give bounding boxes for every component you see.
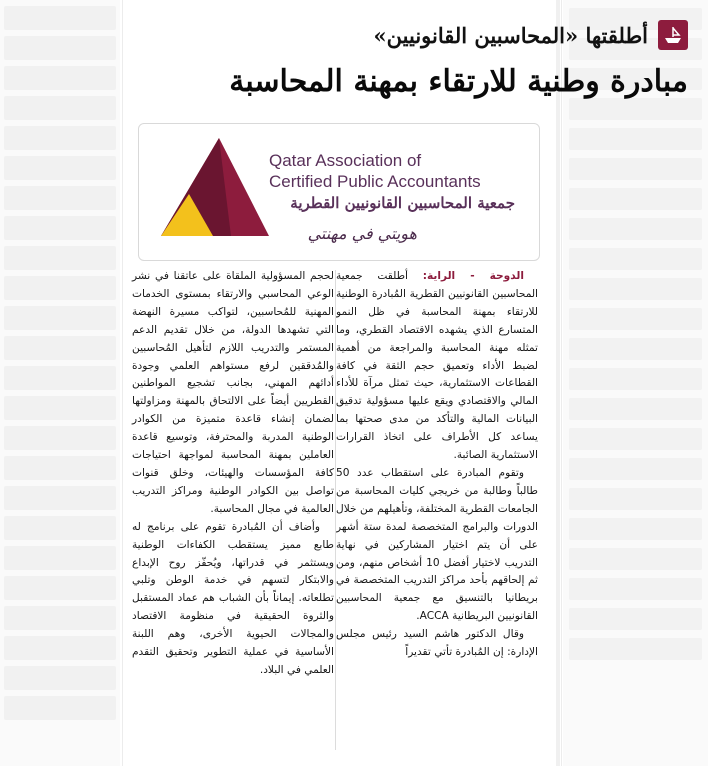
article-column-left (132, 268, 334, 680)
clipping-edge (556, 0, 560, 766)
article-paragraph: وتقوم المبادرة على استقطاب عدد 50 طالباً وطالبة من خريجي كليات المحاسبة من الجامعات القطرية المختلفة، وتأهيلهم من خلال الدورات والبرامج المتخصصة لمدة ستة أشهر على أن يتم اختيار المشاركين في نهاية التدريب لاختيار أفضل 10 أشخاص منهم، ومن ثم إلحاقهم بأحد مراكز التدريب المتخصصة في بريطانيا بالتنسيق مع جمعية المحاسبين القانونيين البريطانية ACCA. (336, 466, 538, 623)
org-en-line1: Qatar Association of (269, 151, 422, 170)
article-paragraph (336, 268, 538, 465)
column-divider (335, 270, 336, 750)
kicker: أطلقتها «المحاسبين القانونيين» (373, 22, 648, 48)
article-paragraph: لحجم المسؤولية الملقاة على عاتقنا في نشر الوعي المحاسبي والارتقاء بمستوى الخدمات المهنية للمُحاسبين، لتواكب مسيرة النهضة التي تشهدها الدولة، من خلال تقديم الدعم المستمر والتدريب اللازم لتأهيل المُحاسبين والمُدققين لرفع مستواهم العلمي وجودة أدائهم المهني، بجانب تشجيع المواطنين القطريين أيضاً على الالتحاق بالمهنة ومزاولتها لضمان إنشاء قاعدة متميزة من الكوادر الوطنية المدربة والمحترفة، وتوسيع قاعدة العاملين بمهنة المحاسبة لمواجهة احتياجات كافة المؤسسات والهيئات، وخلق قنوات تواصل بين الكوادر الوطنية ومراكز التدريب العالمية في مجال المحاسبة. (132, 270, 334, 515)
kicker-row (374, 18, 688, 52)
association-slogan: هويتي في مهنتي (307, 224, 417, 243)
association-triangle-icon (153, 136, 271, 240)
newspaper-logo-icon (658, 20, 688, 50)
org-en-line2: Certified Public Accountants (269, 172, 481, 191)
adjacent-page-right (563, 0, 708, 766)
association-logo-box (138, 123, 540, 261)
article-paragraph: وقال الدكتور هاشم السيد رئيس مجلس الإدارة: إن المُبادرة تأتي تقديراً (336, 628, 538, 659)
headline: مبادرة وطنية للارتقاء بمهنة المحاسبة (229, 64, 688, 99)
article-column-right (336, 268, 538, 662)
association-name-arabic: جمعية المحاسبين القانونيين القطرية (290, 194, 515, 212)
dateline: الدوحة - الراية: (422, 270, 524, 282)
association-name-english (269, 150, 519, 192)
paragraph-text: أطلقت جمعية المحاسبين القانونيين القطرية المُبادرة الوطنية للارتقاء بمهنة المحاسبة في ظل النمو المتسارع الذي يشهده الاقتصاد القطري، وما تمثله مهنة المحاسبة والمراجعة من أهمية لضبط الأداء وتعميق حجم الثقة في كافة القطاعات الاستثمارية، حيث تمثل مرآة للأداء المالي والاقتصادي ويقع عليها مسؤولية تدقيق البيانات المالية والتأكد من مدى صحتها بما يساعد كل الأطراف على اتخاذ القرارات الاستثمارية الصائبة. (336, 270, 538, 462)
article-paragraph: وأضاف أن المُبادرة تقوم على برنامج له طابع مميز يستقطب الكفاءات الوطنية ويستثمر في قدراتها، ويُحفّز روح الإبداع والابتكار لتسهم في خدمة الوطن وتلبي تطلعاته. إيماناً بأن الشباب هم عماد المستقبل والثروة الحقيقية في منظومة الاقتصاد والمجالات الحيوية الأخرى، وهم اللبنة الأساسية في عملية التطوير وتحقيق التقدم العلمي في البلاد. (132, 520, 334, 676)
adjacent-page-left (0, 0, 120, 766)
